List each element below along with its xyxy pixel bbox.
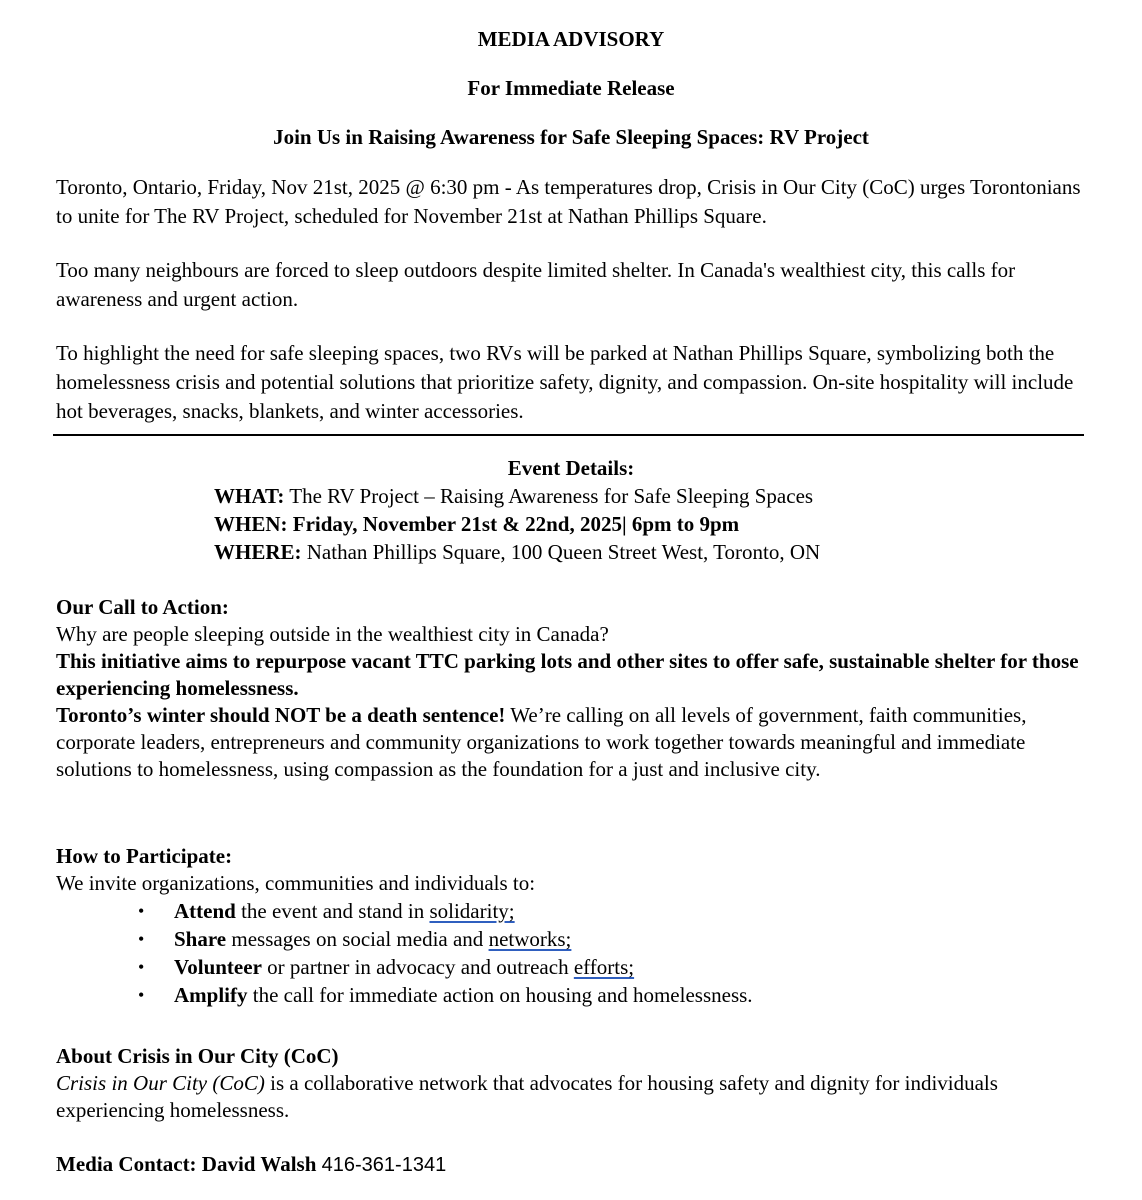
about-section (56, 1043, 1096, 1124)
bullet-icon: • (138, 901, 145, 921)
participate-section (56, 843, 1096, 1009)
intro-paragraph-1: Toronto, Ontario, Friday, Nov 21st, 2025 @ 6:30 pm - As temperatures drop, Crisis in Our City (CoC) urges Torontonians to unite for The RV Project, scheduled for November 21st at Nathan Phillips Square. (56, 175, 1081, 228)
item-underlined: networks; (488, 927, 572, 951)
item-text: the event and stand in (235, 899, 430, 923)
list-item (56, 897, 1096, 925)
item-bold: Share (174, 927, 227, 951)
headline: Join Us in Raising Awareness for Safe Sleeping Spaces: RV Project (273, 125, 869, 149)
about-name: Crisis in Our City (CoC) (56, 1071, 265, 1095)
where-value: Nathan Phillips Square, 100 Queen Street West, Toronto, ON (301, 540, 821, 564)
item-bold: Attend (174, 899, 236, 923)
media-contact (56, 1152, 446, 1177)
when-value: Friday, November 21st & 22nd, 2025| 6pm to 9pm (287, 512, 740, 536)
item-underlined: solidarity; (429, 899, 515, 923)
advisory-title: MEDIA ADVISORY (477, 27, 665, 51)
item-underlined: efforts; (573, 955, 635, 979)
intro-paragraph-3: To highlight the need for safe sleeping spaces, two RVs will be parked at Nathan Phillips Square, symbolizing both the homelessness crisis and potential solutions that prioritize safety, dignity, and compassion. On-site hospitality will include hot beverages, snacks, blankets, and winter accessories. (56, 341, 1074, 423)
bullet-icon: • (138, 985, 145, 1005)
about-text: is a collaborative network that advocates for housing safety and dignity for individuals experiencing homelessness. (56, 1071, 998, 1122)
contact-phone: 416-361-1341 (321, 1154, 447, 1176)
winter-rest: We’re calling on all levels of government, faith communities, corporate leaders, entrepreneurs and community organizations to work together towards meaningful and immediate solutions to homelessness, using compassion as the foundation for a just and inclusive city. (56, 703, 1027, 781)
call-to-action-winter (56, 702, 1096, 783)
item-text: messages on social media and (226, 927, 489, 951)
item-bold: Amplify (174, 983, 248, 1007)
event-details-heading: Event Details: (507, 456, 635, 480)
item-bold: Volunteer (174, 955, 262, 979)
what-label: WHAT: (214, 484, 285, 508)
call-to-action-question: Why are people sleeping outside in the wealthiest city in Canada? (56, 622, 609, 646)
what-value: The RV Project – Raising Awareness for Safe Sleeping Spaces (284, 484, 814, 508)
participate-heading: How to Participate: (56, 844, 233, 868)
where-label: WHERE: (214, 540, 302, 564)
participate-list (56, 897, 1096, 1009)
event-what (214, 482, 820, 510)
event-where (214, 538, 820, 566)
item-text: or partner in advocacy and outreach (261, 955, 574, 979)
about-heading: About Crisis in Our City (CoC) (56, 1044, 339, 1068)
intro-paragraph-2: Too many neighbours are forced to sleep outdoors despite limited shelter. In Canada's wealthiest city, this calls for awareness and urgent action. (56, 258, 1016, 311)
list-item (56, 981, 1096, 1009)
bullet-icon: • (138, 957, 145, 977)
item-text: the call for immediate action on housing and homelessness. (247, 983, 753, 1007)
bullet-icon: • (138, 929, 145, 949)
section-divider (53, 434, 1084, 436)
when-label: WHEN: (214, 512, 288, 536)
list-item (56, 925, 1096, 953)
release-label: For Immediate Release (467, 76, 675, 100)
winter-bold: Toronto’s winter should NOT be a death sentence! (56, 703, 506, 727)
about-description (56, 1070, 1096, 1124)
call-to-action-heading: Our Call to Action: (56, 595, 229, 619)
contact-label: Media Contact: David Walsh (56, 1152, 317, 1176)
event-details (214, 482, 820, 566)
call-to-action-initiative: This initiative aims to repurpose vacant TTC parking lots and other sites to offer safe, sustainable shelter for those experiencing homelessness. (56, 649, 1079, 700)
participate-intro: We invite organizations, communities and individuals to: (56, 871, 536, 895)
event-when (214, 510, 820, 538)
call-to-action-section (56, 594, 1096, 783)
list-item (56, 953, 1096, 981)
